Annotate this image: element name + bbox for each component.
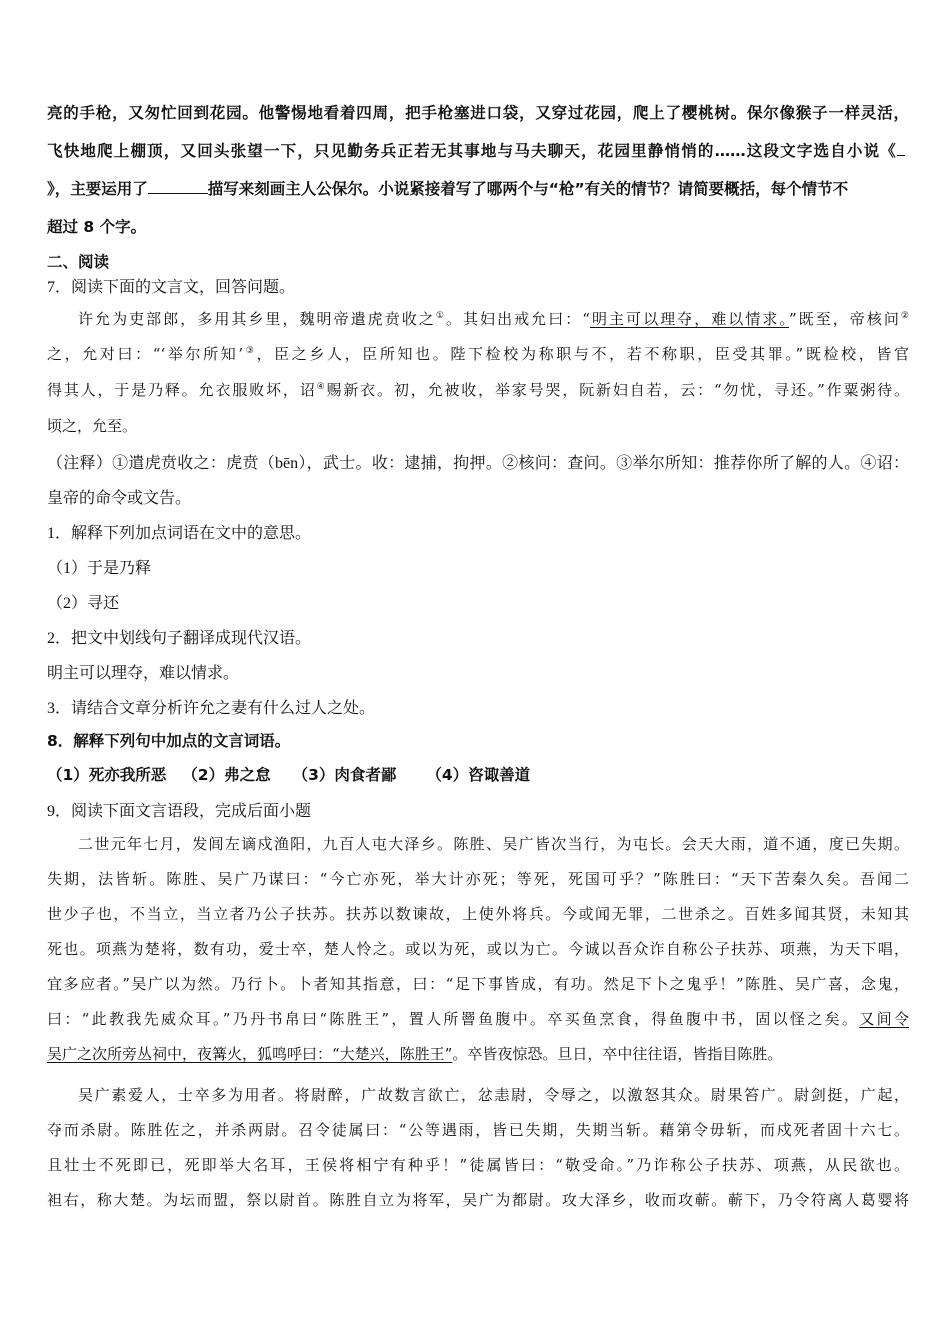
footnote-mark-2: ② (900, 311, 909, 321)
intro-line-3b: 描写来刻画主人公保尔。小说紧接着写了哪两个与“枪”有关的情节？请简要概括，每个情节不 (207, 180, 849, 198)
q9-l7b: 。卒皆夜惊恐。旦日，卒中往往语，皆指目陈胜。 (452, 1045, 783, 1063)
q7-p1b: 。其妇出戒允曰：“ (445, 310, 590, 328)
q9-passage-line-3: 世少子也，不当立，当立者乃公子扶苏。扶苏以数谏故，上使外将兵。今或闻无罪，二世杀之。百姓多闻其贤，未知其 (47, 905, 909, 923)
q9-passage-line-2: 失期，法皆斩。陈胜、吴广乃谋曰：“今亡亦死，举大计亦死；等死，死国可乎？”陈胜曰：“天下苦秦久矣。吾闻二 (47, 870, 909, 888)
q7-subquestion-1-item-2: （2）寻还 (47, 595, 120, 612)
q7-subquestion-3: 3．请结合文章分析许允之妻有什么过人之处。 (47, 700, 376, 717)
q7-p2b: ，臣之乡人，臣所知也。陛下检校为称职与不，若不称职，臣受其罪。”既检校，皆官 (256, 345, 909, 363)
q9-underlined-start: 又间令 (859, 1010, 909, 1028)
q7-underlined-sentence: 明主可以理夺，难以情求。 (589, 310, 789, 328)
q7-notes-line-1: （注释）①遣虎贲收之：虎贲（bēn），武士。收：逮捕，拘押。②核问：查问。③举尔所知：推荐你所了解的人。④诏： (47, 455, 909, 472)
description-blank (148, 179, 208, 194)
section-heading-reading: 二、阅读 (47, 253, 110, 271)
q7-passage-line-3 (47, 379, 909, 400)
q7-stem: 7．阅读下面的文言文，回答问题。 (47, 279, 296, 296)
q8-number: 8． (47, 732, 74, 750)
footnote-mark-4: ④ (316, 382, 327, 392)
q9-passage-line-1: 二世元年七月，发闾左谪戍渔阳，九百人屯大泽乡。陈胜、吴广皆次当行，为屯长。会天大雨，道不通，度已失期。 (78, 835, 909, 853)
q8-item-1: （1）死亦我所恶 (47, 766, 167, 784)
intro-line-3 (47, 177, 909, 199)
intro-line-3a: 》，主要运用了 (47, 180, 148, 198)
q7-p3b: 赐新衣。初，允被收，举家号哭，阮新妇自若，云：“勿忧，寻还。”作粟粥待。 (326, 381, 909, 399)
q9-passage-line-6 (47, 1008, 909, 1029)
q8-item-2: （2）弗之怠 (182, 766, 271, 784)
q7-subquestion-2: 2．把文中划线句子翻译成现代汉语。 (47, 630, 312, 647)
q7-subquestion-1: 1．解释下列加点词语在文中的意思。 (47, 525, 312, 542)
book-title-blank (897, 141, 905, 156)
q9-passage-para2-line-1: 吴广素爱人，士卒多为用者。将尉醉，广故数言欲亡，忿恚尉，令辱之，以激怒其众。尉果笞广。尉剑挺，广起， (78, 1086, 909, 1104)
footnote-mark-1: ① (435, 311, 446, 321)
intro-line-2-text: 飞快地爬上棚顶，又回头张望一下，只见勤务兵正若无其事地与马夫聊天，花园里静悄悄的……这段文字选自小说《 (47, 142, 897, 160)
q7-subquestion-1-item-1: （1）于是乃释 (47, 560, 152, 577)
q7-notes-line-2: 皇帝的命令或文告。 (47, 490, 192, 507)
q9-underlined-sentence: 吴广之次所旁丛祠中，夜篝火，狐鸣呼曰：“大楚兴，陈胜王” (47, 1045, 453, 1063)
intro-line-2 (47, 139, 905, 161)
q9-passage-para2-line-2: 夺而杀尉。陈胜佐之，并杀两尉。召令徒属曰：“公等遇雨，皆已失期，失期当斩。藉第令毋斩，而戍死者固十六七。 (47, 1121, 909, 1139)
q9-stem: 9．阅读下面文言语段，完成后面小题 (47, 803, 312, 820)
footnote-mark-3: ③ (243, 346, 257, 356)
q7-passage-line-1 (47, 308, 909, 329)
q7-p1a: 许允为吏部郎，多用其乡里，魏明帝遣虎贲收之 (78, 310, 436, 328)
q7-p3a: 得其人，于是乃释。允衣服败坏，诏 (47, 381, 317, 399)
q9-passage-para2-line-3: 且壮士不死即已，死即举大名耳，王侯将相宁有种乎！”徒属皆曰：“敬受命。”乃诈称公子扶苏、项燕，从民欲也。 (47, 1156, 909, 1174)
q7-p1c: ”既至，帝核问 (788, 310, 901, 328)
q8-stem (47, 729, 290, 751)
q7-subquestion-2-sentence: 明主可以理夺，难以情求。 (47, 665, 240, 682)
q8-item-3: （3）肉食者鄙 (292, 766, 397, 784)
q9-passage-line-7 (47, 1043, 909, 1064)
q7-passage-line-2 (47, 343, 909, 364)
q9-l6a: 曰：“此教我先威众耳。”乃丹书帛曰“陈胜王”，置人所罾鱼腹中。卒买鱼烹食，得鱼腹中书，固以怪之矣。 (47, 1010, 860, 1028)
q9-passage-para2-line-4: 袒右，称大楚。为坛而盟，祭以尉首。陈胜自立为将军，吴广为都尉。攻大泽乡，收而攻蕲。蕲下，乃令符离人葛婴将 (47, 1191, 909, 1209)
q9-passage-line-5: 宜多应者。”吴广以为然。乃行卜。卜者知其指意，曰：“足下事皆成，有功。然足下卜之鬼乎！”陈胜、吴广喜，念鬼， (47, 975, 909, 993)
q8-items (47, 763, 530, 785)
q7-passage-line-4: 顷之，允至。 (47, 417, 138, 435)
q7-p2a: 之，允对曰：“‘举尔所知’ (47, 345, 244, 363)
q8-item-4: （4）咨诹善道 (426, 766, 531, 784)
intro-line-1: 亮的手枪，又匆忙回到花园。他警惕地看着四周，把手枪塞进口袋，又穿过花园，爬上了樱桃树。保尔像猴子一样灵活， (47, 104, 909, 122)
q9-passage-line-4: 死也。项燕为楚将，数有功，爱士卒，楚人怜之。或以为死，或以为亡。今诚以吾众诈自称公子扶苏、项燕，为天下唱， (47, 940, 909, 958)
intro-line-4: 超过 8 个字。 (47, 218, 147, 236)
q8-stem-text: 解释下列句中加点的文言词语。 (73, 732, 291, 750)
